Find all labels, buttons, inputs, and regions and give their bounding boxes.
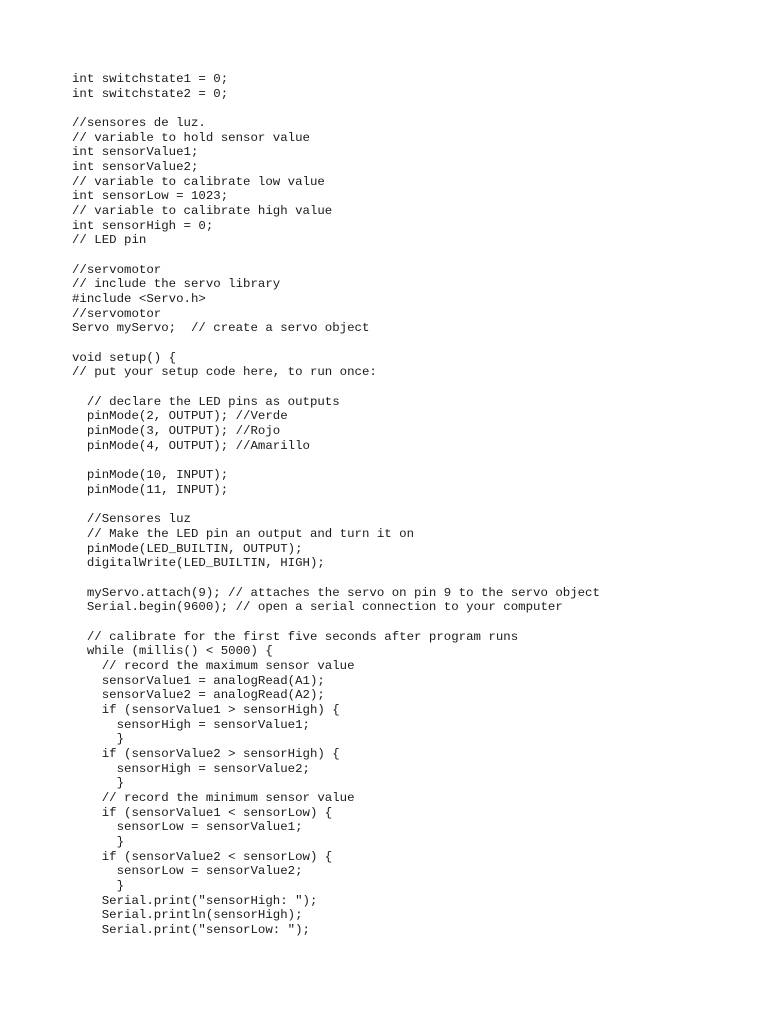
- code-line: pinMode(LED_BUILTIN, OUTPUT);: [72, 541, 303, 556]
- code-line: // include the servo library: [72, 277, 281, 292]
- code-line: Serial.println(sensorHigh);: [72, 908, 303, 923]
- code-line: // record the maximum sensor value: [72, 658, 355, 673]
- code-line: pinMode(2, OUTPUT); //Verde: [72, 409, 288, 424]
- code-line: int sensorHigh = 0;: [72, 218, 214, 233]
- code-line: // variable to calibrate low value: [72, 174, 325, 189]
- code-line: if (sensorValue1 > sensorHigh) {: [72, 702, 340, 717]
- code-line: pinMode(10, INPUT);: [72, 468, 229, 483]
- code-line: //servomotor: [72, 262, 162, 277]
- code-line: // put your setup code here, to run once:: [72, 365, 377, 380]
- code-line: if (sensorValue2 < sensorLow) {: [72, 849, 333, 864]
- code-line: //sensores de luz.: [72, 116, 206, 131]
- code-line: sensorLow = sensorValue1;: [72, 820, 303, 835]
- code-line: }: [72, 732, 125, 747]
- code-line: [72, 380, 600, 395]
- code-line: Serial.begin(9600); // open a serial connection to your computer: [72, 600, 563, 615]
- code-line: //Sensores luz: [72, 512, 191, 527]
- code-line: void setup() {: [72, 350, 177, 365]
- code-line: if (sensorValue2 > sensorHigh) {: [72, 746, 340, 761]
- code-line: sensorValue2 = analogRead(A2);: [72, 688, 325, 703]
- code-line: digitalWrite(LED_BUILTIN, HIGH);: [72, 556, 325, 571]
- code-line: pinMode(11, INPUT);: [72, 482, 229, 497]
- code-line: pinMode(4, OUTPUT); //Amarillo: [72, 438, 310, 453]
- code-line: // LED pin: [72, 233, 147, 248]
- code-line: myServo.attach(9); // attaches the servo on pin 9 to the servo object: [72, 585, 600, 600]
- code-line: // variable to hold sensor value: [72, 130, 310, 145]
- code-line: int switchstate2 = 0;: [72, 86, 229, 101]
- code-line: Servo myServo; // create a servo object: [72, 321, 370, 336]
- code-line: int sensorValue1;: [72, 145, 199, 160]
- code-line: [72, 571, 600, 586]
- code-line: #include <Servo.h>: [72, 292, 206, 307]
- code-line: [72, 615, 600, 630]
- code-line: [72, 336, 600, 351]
- code-line: while (millis() < 5000) {: [72, 644, 273, 659]
- code-line: [72, 497, 600, 512]
- code-line: // Make the LED pin an output and turn it on: [72, 526, 415, 541]
- code-line: }: [72, 776, 125, 791]
- code-line: }: [72, 878, 125, 893]
- code-line: sensorLow = sensorValue2;: [72, 864, 303, 879]
- code-line: [72, 248, 600, 263]
- code-line: // calibrate for the first five seconds after program runs: [72, 629, 519, 644]
- code-line: // declare the LED pins as outputs: [72, 394, 340, 409]
- code-line: }: [72, 834, 125, 849]
- code-line: Serial.print("sensorHigh: ");: [72, 893, 318, 908]
- code-line: sensorValue1 = analogRead(A1);: [72, 673, 325, 688]
- code-line: [72, 101, 600, 116]
- code-line: // record the minimum sensor value: [72, 790, 355, 805]
- code-line: //servomotor: [72, 306, 162, 321]
- code-line: [72, 453, 600, 468]
- code-block: [72, 72, 600, 938]
- code-line: int sensorLow = 1023;: [72, 189, 229, 204]
- code-line: sensorHigh = sensorValue2;: [72, 761, 310, 776]
- code-line: int switchstate1 = 0;: [72, 72, 229, 86]
- code-line: if (sensorValue1 < sensorLow) {: [72, 805, 333, 820]
- code-line: // variable to calibrate high value: [72, 204, 333, 219]
- code-line: pinMode(3, OUTPUT); //Rojo: [72, 424, 281, 439]
- code-line: Serial.print("sensorLow: ");: [72, 922, 310, 937]
- code-line: sensorHigh = sensorValue1;: [72, 717, 310, 732]
- code-line: int sensorValue2;: [72, 160, 199, 175]
